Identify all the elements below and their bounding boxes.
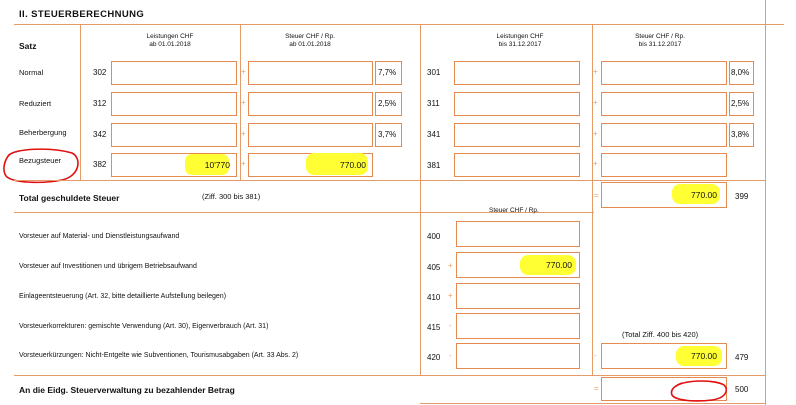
code-479: 479 — [735, 353, 749, 362]
plus-sign: + — [593, 67, 598, 76]
plus-sign: + — [448, 261, 453, 270]
field-312-steuer[interactable] — [248, 92, 373, 116]
plus-sign: + — [241, 67, 246, 76]
col-sep-3 — [420, 25, 421, 180]
code-415: 415 — [427, 323, 441, 332]
rate-301: 8,0% — [731, 68, 750, 77]
field-410[interactable] — [456, 283, 580, 309]
field-381-leistung[interactable] — [454, 153, 580, 177]
rate-311: 2,5% — [731, 99, 750, 108]
rate-342: 3,7% — [378, 130, 397, 139]
value-382-leistung: 10'770 — [204, 160, 230, 170]
plus-sign: + — [241, 98, 246, 107]
code-341: 341 — [427, 130, 441, 139]
code-399: 399 — [735, 192, 749, 201]
field-341-steuer[interactable] — [601, 123, 727, 147]
plus-sign: + — [241, 129, 246, 138]
code-342: 342 — [93, 130, 107, 139]
minus-sign: - — [449, 321, 452, 330]
right-border — [765, 0, 766, 405]
title-underline — [14, 24, 784, 25]
col1-header: Leistungen CHF ab 01.01.2018 — [146, 33, 194, 49]
code-382: 382 — [93, 160, 107, 169]
row-label-bezugsteuer: Bezugsteuer — [19, 156, 62, 165]
rate-312: 2,5% — [378, 99, 397, 108]
payable-top-line — [14, 375, 766, 376]
minus-sign: - — [449, 351, 452, 360]
field-415[interactable] — [456, 313, 580, 339]
field-342-steuer[interactable] — [248, 123, 373, 147]
code-420: 420 — [427, 353, 441, 362]
field-400[interactable] — [456, 221, 580, 247]
vorsteuer-total-ref: (Total Ziff. 400 bis 420) — [622, 330, 699, 339]
field-302-steuer[interactable] — [248, 61, 373, 85]
row-label-beherbergung: Beherbergung — [19, 128, 67, 137]
payable-label: An die Eidg. Steuerverwaltung zu bezahlender Betrag — [19, 385, 235, 395]
code-312: 312 — [93, 99, 107, 108]
row-label-normal: Normal — [19, 68, 44, 77]
plus-sign: + — [448, 291, 453, 300]
field-342-leistung[interactable] — [111, 123, 237, 147]
field-381-steuer[interactable] — [601, 153, 727, 177]
col4-header: Steuer CHF / Rp. bis 31.12.2017 — [635, 33, 685, 49]
annotation-ellipse-payable — [668, 378, 730, 404]
code-410: 410 — [427, 293, 441, 302]
field-312-leistung[interactable] — [111, 92, 237, 116]
value-479: 770.00 — [691, 351, 717, 361]
code-311: 311 — [427, 99, 440, 108]
field-302-leistung[interactable] — [111, 61, 237, 85]
vorsteuer-left-line — [420, 180, 421, 375]
col3-header: Leistungen CHF bis 31.12.2017 — [496, 33, 544, 49]
plus-sign: + — [593, 98, 598, 107]
vorsteuer-header: Steuer CHF / Rp. — [489, 207, 539, 214]
field-311-steuer[interactable] — [601, 92, 727, 116]
vorsteuer-right-line — [592, 180, 593, 375]
field-301-leistung[interactable] — [454, 61, 580, 85]
code-381: 381 — [427, 161, 441, 170]
total-ref: (Ziff. 300 bis 381) — [202, 192, 261, 201]
code-301: 301 — [427, 68, 441, 77]
value-382-steuer: 770.00 — [340, 160, 366, 170]
satz-label: Satz — [19, 41, 37, 51]
code-400: 400 — [427, 232, 441, 241]
vorsteuer-label-415: Vorsteuerkorrekturen: gemischte Verwendung (Art. 30), Eigenverbrauch (Art. 31) — [19, 323, 269, 330]
vorsteuer-label-410: Einlageentsteuerung (Art. 32, bitte detaillierte Aufstellung beilegen) — [19, 293, 227, 300]
field-311-leistung[interactable] — [454, 92, 580, 116]
row-label-reduziert: Reduziert — [19, 99, 52, 108]
vorsteuer-label-405: Vorsteuer auf Investitionen und übrigem Betriebsaufwand — [19, 263, 197, 270]
plus-sign: + — [593, 159, 598, 168]
total-label: Total geschuldete Steuer — [19, 193, 120, 203]
col2-header: Steuer CHF / Rp. ab 01.01.2018 — [285, 33, 335, 49]
value-405: 770.00 — [546, 260, 572, 270]
plus-sign: + — [593, 129, 598, 138]
rate-302: 7,7% — [378, 68, 397, 77]
field-341-leistung[interactable] — [454, 123, 580, 147]
minus-sign: - — [594, 351, 597, 360]
code-405: 405 — [427, 263, 441, 272]
code-302: 302 — [93, 68, 107, 77]
rate-341: 3,8% — [731, 130, 750, 139]
total-top-line — [14, 180, 766, 181]
field-420[interactable] — [456, 343, 580, 369]
value-399: 770.00 — [691, 190, 717, 200]
code-500: 500 — [735, 385, 749, 394]
plus-sign: + — [241, 159, 246, 168]
vorsteuer-label-400: Vorsteuer auf Material- und Dienstleistungsaufwand — [19, 233, 180, 240]
section-title: II. STEUERBERECHNUNG — [19, 9, 145, 20]
equals-sign: = — [594, 384, 599, 393]
vorsteuer-label-420: Vorsteuerkürzungen: Nicht-Entgelte wie Subventionen, Tourismusabgaben (Art. 33 Abs. 2) — [19, 352, 299, 359]
field-301-steuer[interactable] — [601, 61, 727, 85]
equals-sign: = — [594, 191, 599, 200]
